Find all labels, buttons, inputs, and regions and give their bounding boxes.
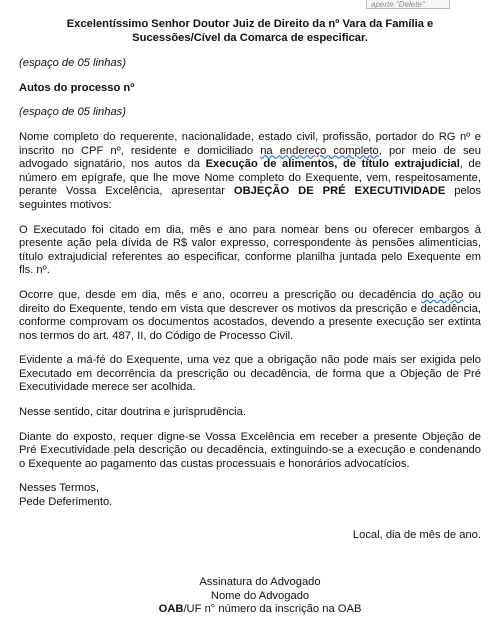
closing-line-1: Nesses Termos, — [19, 482, 99, 495]
document-header-title: Excelentíssimo Senhor Doutor Juiz de Direito da nº Vara da Família e Sucessões/Cível da Comarca de especificar. — [66, 18, 434, 44]
oab-registration — [39, 603, 481, 617]
intro-paragraph — [19, 131, 481, 213]
bad-faith-paragraph: Evidente a má-fé do Exequente, uma vez que a obrigação não pode mais ser exigida pelo Executado em decorrência da prescrição ou decadência, de forma que a Objeção de Pré Executividade merece ser acolhida. — [19, 354, 481, 394]
prescription-paragraph — [19, 289, 481, 343]
intro-text-4: pelos seguintes motivos: — [19, 185, 481, 211]
oab-label: OAB — [158, 603, 184, 616]
prescription-text-2: ou direito do Exequente, tendo em vista que descrever os motivos da prescrição e decadência, conforme comprovam os documentos acostados, devendo a presente execução ser extinta nos termos do art. 487, II, do Código de Processo Civil. — [19, 288, 481, 342]
doctrine-paragraph: Nesse sentido, citar doutrina e jurisprudência. — [19, 406, 246, 419]
closing-line-2: Pede Deferimento. — [19, 496, 113, 509]
lawyer-name: Nome do Advogado — [210, 589, 310, 602]
action-title-bold: Execução de alimentos, de título extrajudicial — [205, 158, 460, 171]
intro-text-2: , por meio de seu advogado signatário, nos autos da — [19, 144, 481, 171]
signature-block — [39, 576, 481, 617]
spacing-note-2: (espaço de 05 linhas) — [19, 106, 126, 119]
closing-block — [19, 482, 481, 509]
request-paragraph: Diante do exposto, requer digne-se Vossa Excelência em receber a presente Objeção de Pré Executividade pela descrição ou decadência, extinguindo-se a execução e condenando o Exequente ao pagamento das custas processuais e honorários advocatícios. — [19, 430, 481, 470]
location-date: Local, dia de mês de ano. — [352, 528, 481, 541]
spacing-note-1: (espaço de 05 linhas) — [19, 57, 126, 70]
oab-number-text: /UF n° número da inscrição na OAB — [183, 603, 362, 616]
signature-line: Assinatura do Advogado — [199, 576, 321, 589]
case-number-heading: Autos do processo nº — [19, 81, 135, 94]
intro-text-1: Nome completo do requerente, nacionalidade, estado civil, profissão, portador do RG nº e inscrito no CPF nº, residente e domiciliado — [19, 130, 481, 157]
objection-title-bold: OBJEÇÃO DE PRÉ EXECUTIVIDADE — [233, 185, 446, 198]
delete-hint-tooltip: aperte "Delete" — [366, 0, 450, 9]
intro-text-3: , de número em epígrafe, que lhe move Nome completo do Exequente, vem, respeitosamente, perante Vossa Excelência, apresentar — [19, 158, 481, 198]
prescription-text-1: Ocorre que, desde em dia, mês e ano, ocorreu a prescrição ou decadência — [19, 288, 422, 301]
action-spellcheck-text[interactable]: do ação — [421, 288, 464, 301]
citation-paragraph: O Executado foi citado em dia, mês e ano para nomear bens ou oferecer embargos à presente ação pela dívida de R$ valor expresso, correspondente às pensões alimentícias, título extrajudicial referentes ao especificar, conforme planilha juntada pelo Exequente em fls. nº. — [19, 223, 481, 277]
address-spellcheck-text[interactable]: na endereço completo — [260, 144, 379, 157]
